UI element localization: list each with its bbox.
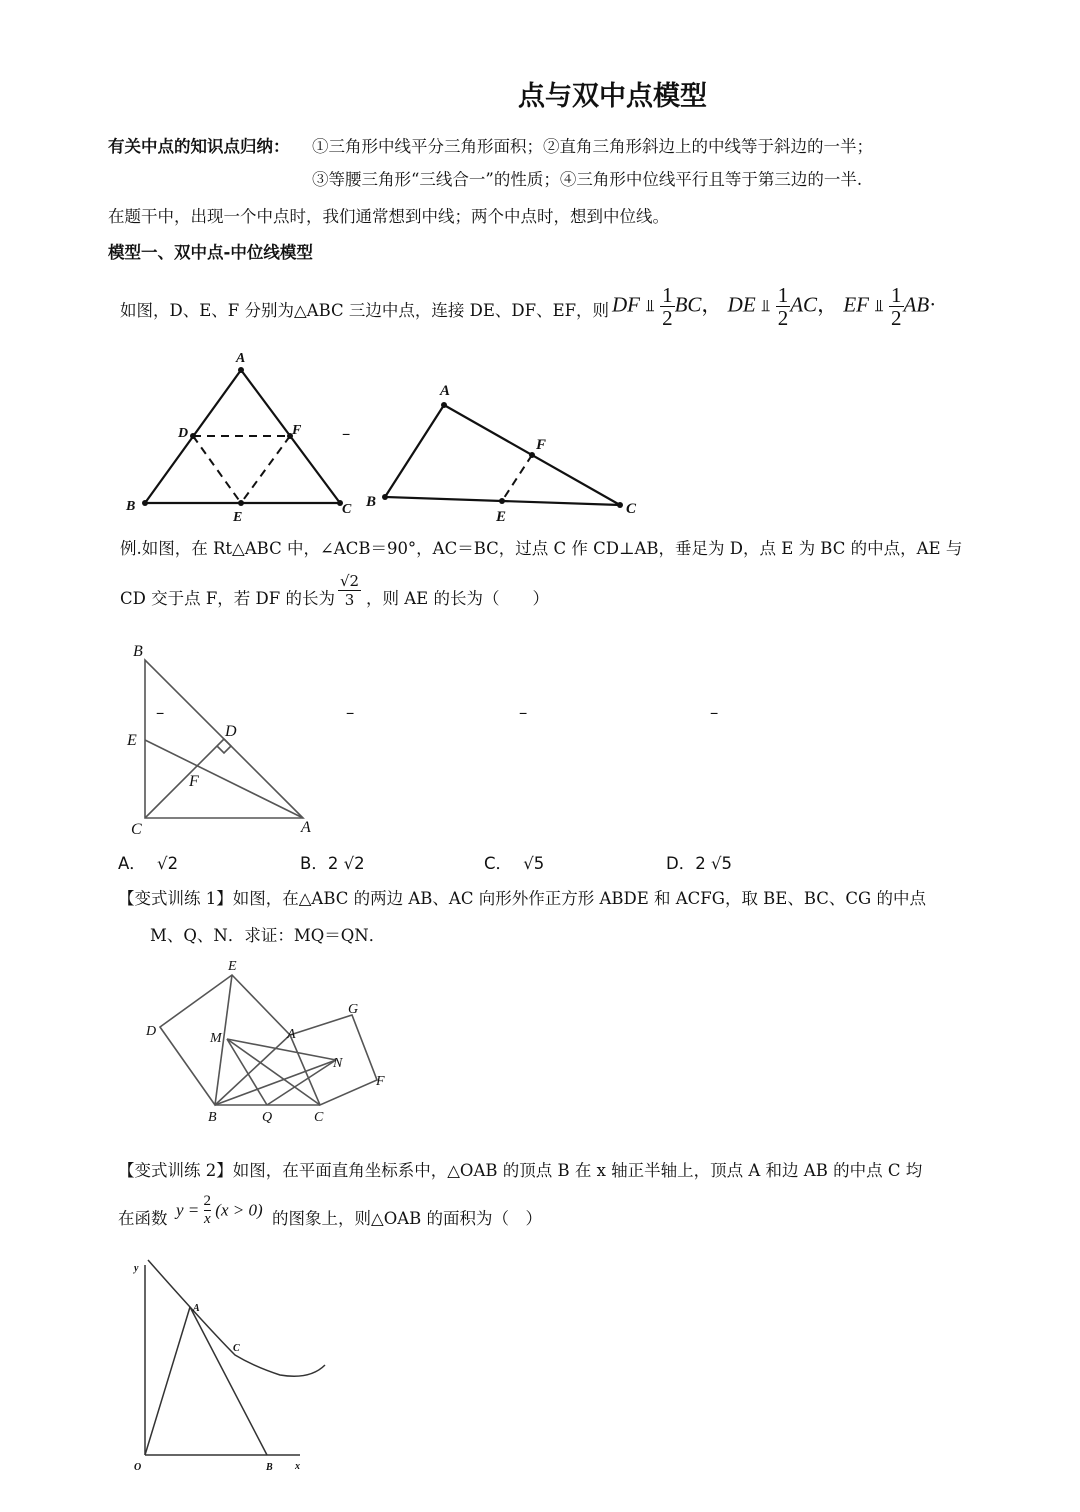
- dash-2: –: [346, 703, 355, 722]
- option-c[interactable]: C． √5: [484, 854, 545, 873]
- function-expression: y = $\frac{2}{x}$ (x > 0): [176, 1193, 263, 1227]
- formula-t1-right: BC: [674, 292, 702, 317]
- fig1-label-d: D: [178, 426, 189, 441]
- v1-label-c: C: [314, 1110, 324, 1125]
- page-title: 点与双中点模型: [518, 81, 707, 112]
- ex-fig-label-c: C: [131, 821, 142, 838]
- ex-fig-label-b: B: [133, 643, 143, 660]
- example-line2-post: ，则 AE 的长为（ ）: [366, 589, 549, 608]
- v1-label-e: E: [228, 959, 237, 974]
- summary-line3: 在题干中，出现一个中点时，我们通常想到中线；两个中点时，想到中位线。: [108, 207, 669, 226]
- formula-sep-2: ，: [817, 292, 839, 317]
- fig1-dash: –: [342, 424, 351, 443]
- formula-t2-left: DE: [727, 292, 756, 317]
- model1-heading: 模型一、双中点-中位线模型: [108, 243, 313, 262]
- formula-t1-left: DF: [612, 292, 640, 317]
- example-dflen-frac: √2 3: [340, 572, 360, 609]
- formula-t3-right: AB: [903, 292, 930, 317]
- v1-label-a: A: [287, 1027, 296, 1042]
- fig1-label-c: C: [342, 502, 352, 517]
- figure-hyperbola: [120, 1255, 340, 1473]
- v1-label-m: M: [210, 1031, 222, 1046]
- option-b[interactable]: B．2 √2: [300, 854, 365, 873]
- variant2-line2-post: 的图象上，则△OAB 的面积为（ ）: [272, 1209, 543, 1228]
- formula-rel-3: ⫫: [874, 296, 884, 316]
- ex-fig-label-f: F: [189, 773, 199, 790]
- formula-frac-2: $\frac{1}{2}$: [777, 283, 789, 331]
- variant2-line2-pre: 在函数: [118, 1209, 168, 1228]
- ex-fig-label-e: E: [127, 732, 137, 749]
- model1-intro: 如图，D、E、F 分别为△ABC 三边中点，连接 DE、DF、EF，则: [120, 301, 610, 320]
- summary-line1: ①三角形中线平分三角形面积；②直角三角形斜边上的中线等于斜边的一半；: [312, 137, 873, 156]
- formula-frac-1: $\frac{1}{2}$: [662, 283, 673, 331]
- fig2-label-c: C: [626, 501, 637, 517]
- fig1-label-a: A: [236, 351, 246, 366]
- example-line1: 例.如图，在 Rt△ABC 中，∠ACB＝90°，AC＝BC，过点 C 作 CD⊥AB，垂足为 D，点 E 为 BC 的中点，AE 与: [120, 539, 963, 558]
- v2-label-b: B: [266, 1462, 273, 1473]
- v2-label-c: C: [233, 1343, 240, 1354]
- formula-rel-2: ⫫: [760, 296, 771, 316]
- v1-label-n: N: [333, 1056, 343, 1071]
- v1-label-f: F: [376, 1074, 385, 1089]
- formula-sep-1: ，: [701, 292, 723, 317]
- fig2-label-e: E: [496, 509, 507, 525]
- variant2-line1: 【变式训练 2】如图，在平面直角坐标系中，△OAB 的顶点 B 在 x 轴正半轴上，顶点 A 和边 AB 的中点 C 均: [118, 1161, 923, 1180]
- dash-4: –: [710, 703, 719, 722]
- fig1-label-b: B: [126, 499, 136, 514]
- formula-t3-left: EF: [843, 292, 869, 317]
- fig1-label-e: E: [233, 510, 243, 525]
- figure-right-isosceles: [125, 640, 325, 840]
- dash-1: –: [156, 703, 165, 722]
- v2-label-y: y: [134, 1263, 139, 1274]
- option-a[interactable]: A． √2: [118, 854, 179, 873]
- variant1-line2: M、Q、N．求证：MQ＝QN．: [150, 926, 386, 945]
- option-d[interactable]: D．2 √5: [666, 854, 732, 873]
- formula-frac-3: $\frac{1}{2}$: [891, 283, 902, 331]
- ex-fig-label-a: A: [301, 819, 311, 836]
- summary-line2: ③等腰三角形“三线合一”的性质；④三角形中位线平行且等于第三边的一半.: [312, 170, 863, 189]
- midline-formula: [612, 284, 936, 329]
- v1-label-d: D: [146, 1024, 157, 1039]
- variant1-line1: 【变式训练 1】如图，在△ABC 的两边 AB、AC 向形外作正方形 ABDE 和 ACFG，取 BE、BC、CG 的中点: [118, 889, 926, 908]
- v1-label-b: B: [208, 1110, 217, 1125]
- summary-heading: 有关中点的知识点归纳：: [108, 137, 290, 156]
- formula-rel-1: ⫫: [645, 296, 655, 316]
- fig2-label-b: B: [366, 494, 377, 510]
- v2-label-o: O: [134, 1462, 142, 1473]
- ex-fig-label-d: D: [225, 723, 237, 740]
- dash-3: –: [519, 703, 528, 722]
- figure-midpoint-triangle: [110, 345, 370, 525]
- v2-label-x: x: [295, 1461, 300, 1472]
- formula-end: ·: [929, 292, 937, 317]
- fig1-label-f: F: [292, 423, 302, 438]
- figure-squares: [140, 955, 410, 1125]
- fig2-label-f: F: [536, 437, 547, 453]
- formula-t2-right: AC: [790, 292, 818, 317]
- example-line2-pre: CD 交于点 F，若 DF 的长为: [120, 589, 335, 608]
- v1-label-q: Q: [262, 1110, 273, 1125]
- figure-midline-triangle: [360, 375, 660, 535]
- fig2-label-a: A: [440, 383, 451, 399]
- v2-label-a: A: [193, 1303, 200, 1314]
- v1-label-g: G: [348, 1002, 359, 1017]
